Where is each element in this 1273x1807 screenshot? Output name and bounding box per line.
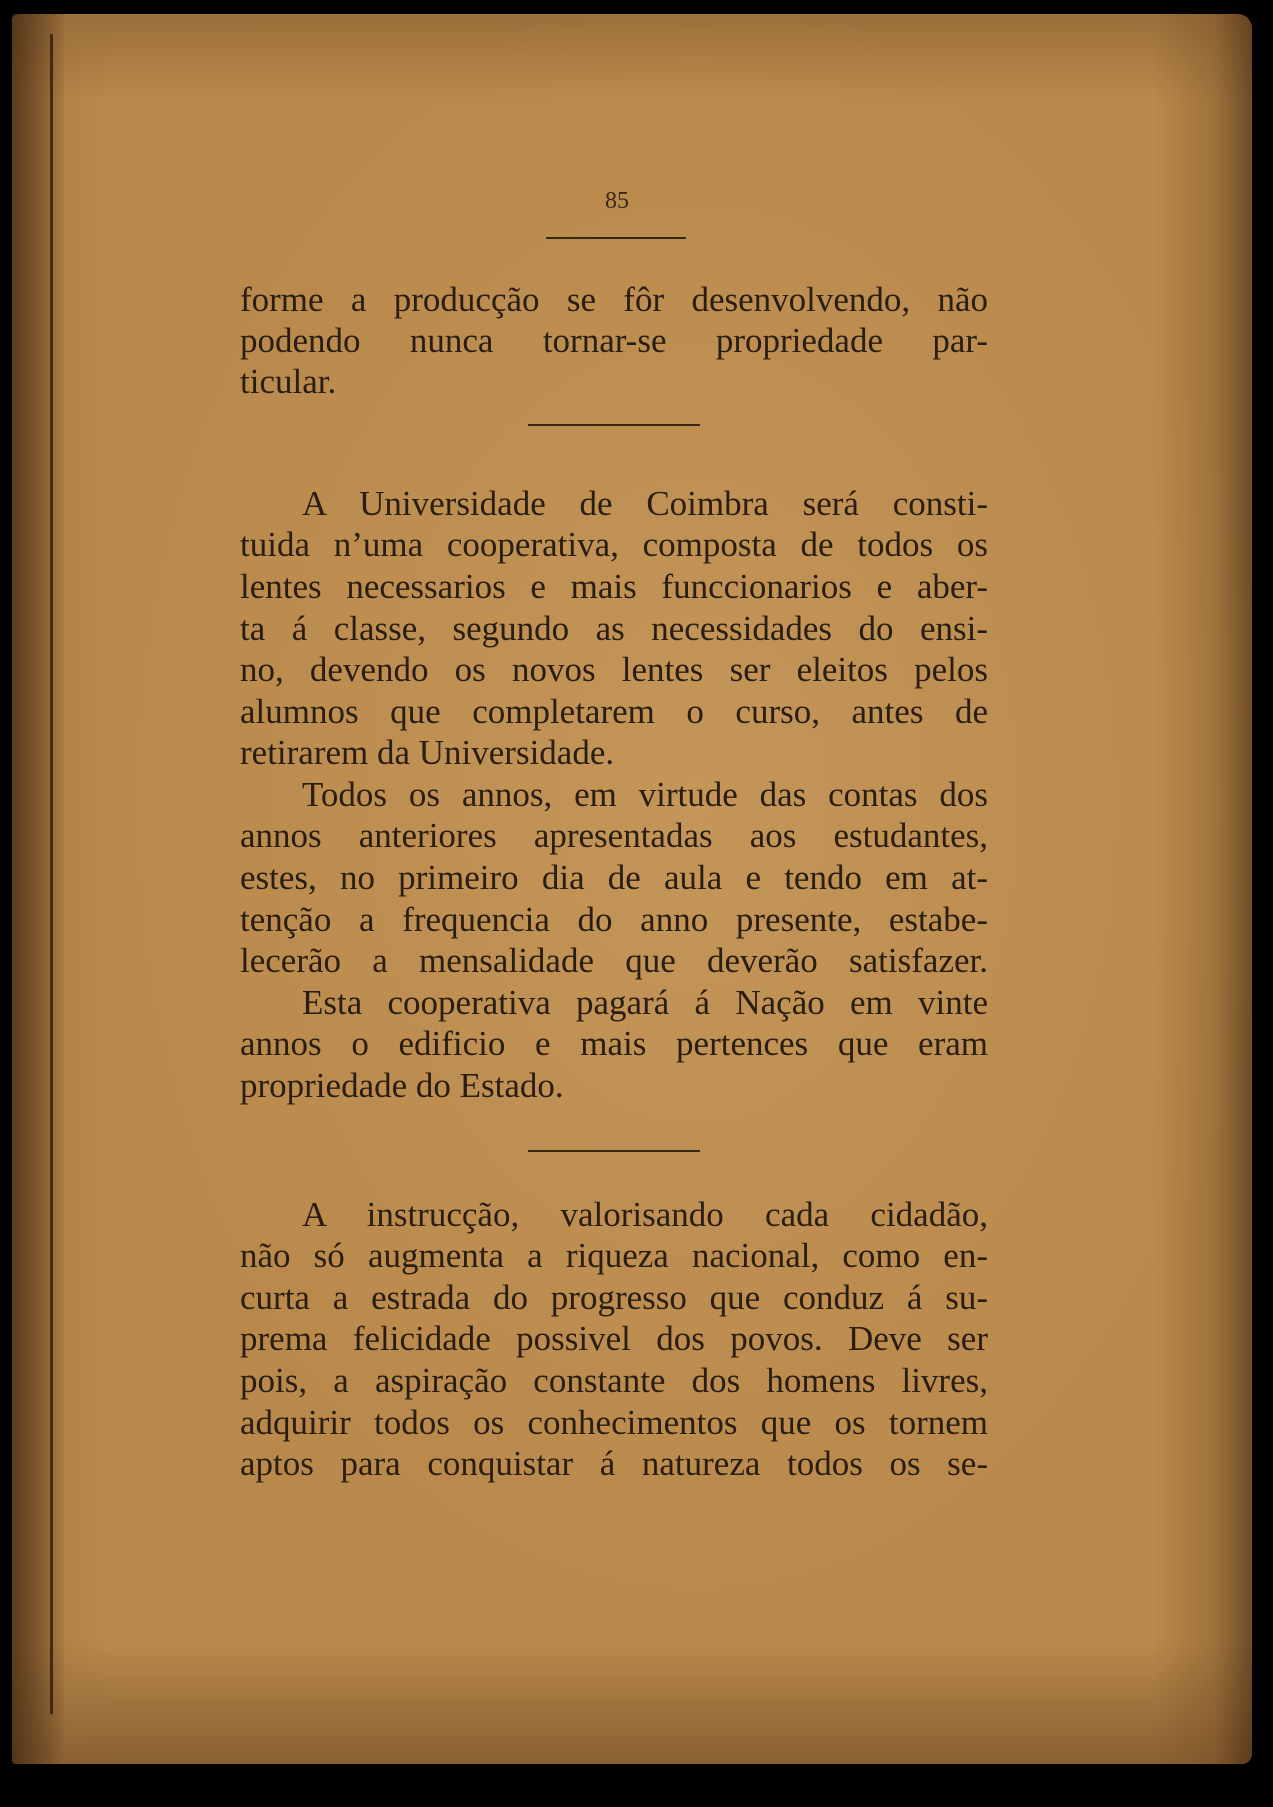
text-line: ta á classe, segundo as necessidades do ensi- (240, 609, 988, 648)
text-line: annos o edificio e mais pertences que eram (240, 1024, 988, 1063)
text-line: não só augmenta a riqueza nacional, como en- (240, 1236, 988, 1275)
text-line: ticular. (240, 362, 337, 401)
text-line: adquirir todos os conhecimentos que os tornem (240, 1403, 988, 1442)
header-rule (546, 237, 686, 239)
text-line: Todos os annos, em virtude das contas dos (302, 775, 988, 814)
text-line: pois, a aspiração constante dos homens livres, (240, 1361, 988, 1400)
text-line: no, devendo os novos lentes ser eleitos pelos (240, 650, 988, 689)
text-line: alumnos que completarem o curso, antes de (240, 692, 988, 731)
text-line: lecerão a mensalidade que deverão satisfazer. (240, 941, 988, 980)
text-line: curta a estrada do progresso que conduz á su- (240, 1278, 988, 1317)
binding-edge (50, 34, 53, 1714)
text-line: tuida n’uma cooperativa, composta de todos os (240, 525, 988, 564)
text-line: aptos para conquistar á natureza todos os se- (240, 1444, 988, 1483)
page-number: 85 (605, 188, 629, 214)
binding-shadow (12, 14, 64, 1764)
text-line: A Universidade de Coimbra será consti- (302, 484, 988, 523)
text-line: retirarem da Universidade. (240, 733, 615, 772)
text-line: A instrucção, valorisando cada cidadão, (302, 1195, 988, 1234)
section-divider (528, 424, 700, 426)
text-line: lentes necessarios e mais funccionarios e aber- (240, 567, 988, 606)
text-line: estes, no primeiro dia de aula e tendo em at- (240, 858, 988, 897)
text-line: prema felicidade possivel dos povos. Deve ser (240, 1319, 988, 1358)
text-line: podendo nunca tornar-se propriedade par- (240, 321, 988, 360)
text-line: tenção a frequencia do anno presente, estabe- (240, 900, 988, 939)
section-divider (528, 1150, 700, 1152)
text-line: forme a producção se fôr desenvolvendo, não (240, 280, 988, 319)
text-line: Esta cooperativa pagará á Nação em vinte (302, 983, 988, 1022)
text-line: propriedade do Estado. (240, 1066, 564, 1105)
text-line: annos anteriores apresentadas aos estudantes, (240, 816, 988, 855)
